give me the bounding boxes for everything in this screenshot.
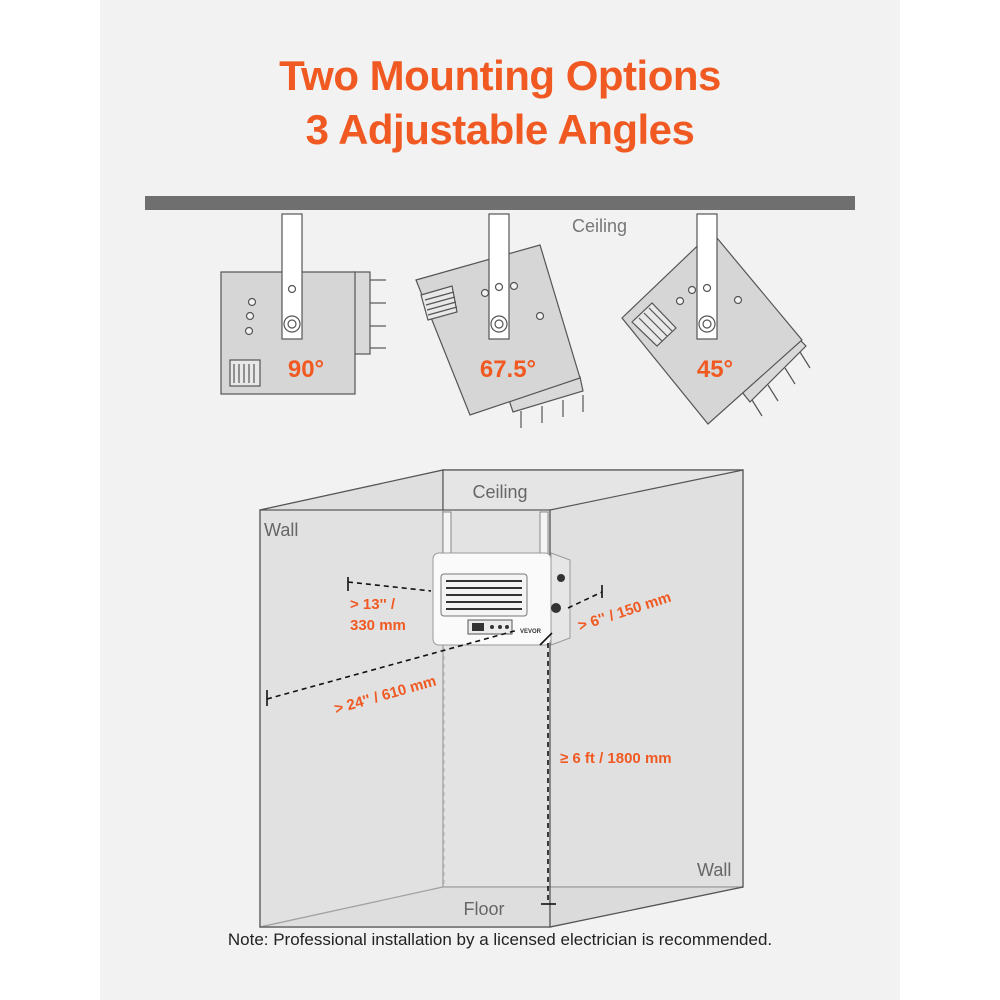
dim-side-line2: 330 mm <box>350 617 406 634</box>
heater-hanger-left <box>443 512 451 556</box>
title-line-2: 3 Adjustable Angles <box>305 106 695 153</box>
angle-label-90: 90° <box>287 356 325 383</box>
room-wall-left-label: Wall <box>264 520 299 540</box>
dim-back: > 6'' / 150 mm <box>575 588 674 635</box>
heater-90-side-panel <box>354 272 370 354</box>
dim-front: > 24'' / 610 mm <box>332 672 439 718</box>
room-wall-right-label: Wall <box>697 860 732 880</box>
angle-label-67: 67.5° <box>479 356 537 383</box>
heater-side <box>551 553 570 645</box>
heater-hanger-right <box>540 512 548 556</box>
ceiling-bar <box>145 196 855 210</box>
angle-label-45: 45° <box>696 356 734 383</box>
title-line-1: Two Mounting Options <box>279 52 721 99</box>
angles-ceiling-label: Ceiling <box>572 216 628 236</box>
room-floor-label: Floor <box>463 899 505 919</box>
room-box <box>260 470 743 927</box>
dim-side-line1: > 13'' / <box>350 596 396 613</box>
room-right-face <box>550 470 743 927</box>
heater-brand-logo: VEVOR <box>520 629 542 635</box>
room-ceiling-label: Ceiling <box>472 482 528 502</box>
heater-90-vent <box>230 360 260 386</box>
heater-display <box>472 623 484 631</box>
heater-knob-lower <box>551 603 561 613</box>
dim-height: ≥ 6 ft / 1800 mm <box>560 750 672 767</box>
heater-67-degree <box>416 214 583 428</box>
heater-90-wires <box>370 280 386 348</box>
heater-knob-upper <box>557 574 565 582</box>
heater-45-degree <box>622 214 810 424</box>
installation-note: Note: Professional installation by a licensed electrician is recommended. <box>227 930 773 949</box>
